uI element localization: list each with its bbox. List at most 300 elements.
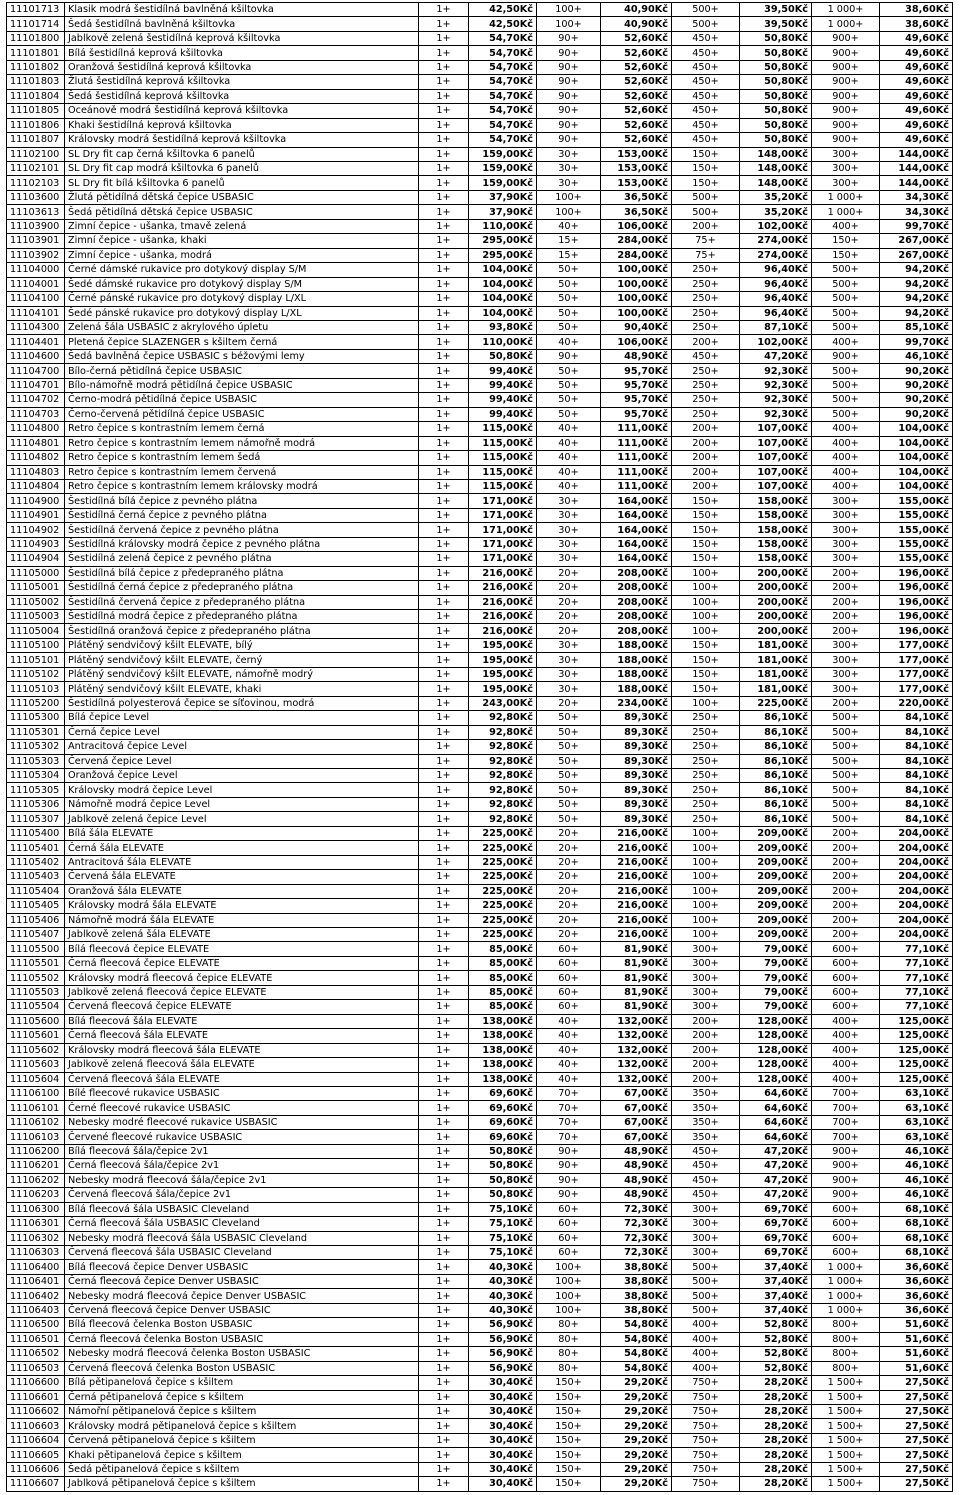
- qty-tier-4: 400+: [812, 1029, 880, 1043]
- price-tier-3: 107,00Kč: [740, 436, 812, 450]
- price-tier-3: 96,40Kč: [740, 277, 812, 291]
- product-name: Námořní pětipanelová čepice s kšiltem: [65, 1404, 419, 1418]
- qty-tier-1: 1+: [419, 855, 469, 869]
- price-tier-1: 171,00Kč: [469, 552, 537, 566]
- price-tier-4: 125,00Kč: [880, 1014, 953, 1028]
- product-code: 11104001: [7, 277, 65, 291]
- qty-tier-2: 50+: [537, 754, 601, 768]
- qty-tier-1: 1+: [419, 335, 469, 349]
- price-tier-1: 138,00Kč: [469, 1072, 537, 1086]
- qty-tier-1: 1+: [419, 1318, 469, 1332]
- qty-tier-2: 40+: [537, 219, 601, 233]
- price-tier-4: 177,00Kč: [880, 682, 953, 696]
- price-tier-3: 50,80Kč: [740, 60, 812, 74]
- qty-tier-3: 150+: [672, 682, 740, 696]
- product-name: Černá fleecová čelenka Boston USBASIC: [65, 1332, 419, 1346]
- product-name: Retro čepice s kontrastním lemem královsky modrá: [65, 479, 419, 493]
- price-tier-2: 208,00Kč: [601, 624, 672, 638]
- price-tier-4: 144,00Kč: [880, 161, 953, 175]
- qty-tier-4: 200+: [812, 899, 880, 913]
- qty-tier-2: 40+: [537, 1058, 601, 1072]
- price-tier-2: 81,90Kč: [601, 956, 672, 970]
- table-row: [7, 205, 953, 219]
- price-tier-4: 177,00Kč: [880, 638, 953, 652]
- qty-tier-4: 400+: [812, 479, 880, 493]
- price-tier-4: 125,00Kč: [880, 1058, 953, 1072]
- qty-tier-4: 200+: [812, 581, 880, 595]
- price-tier-2: 38,80Kč: [601, 1260, 672, 1274]
- product-name: Černé pánské rukavice pro dotykový display L/XL: [65, 292, 419, 306]
- price-tier-2: 111,00Kč: [601, 479, 672, 493]
- qty-tier-4: 300+: [812, 653, 880, 667]
- price-tier-2: 54,80Kč: [601, 1347, 672, 1361]
- price-tier-2: 208,00Kč: [601, 581, 672, 595]
- price-tier-2: 29,20Kč: [601, 1376, 672, 1390]
- price-tier-2: 89,30Kč: [601, 797, 672, 811]
- table-row: [7, 1101, 953, 1115]
- price-tier-1: 92,80Kč: [469, 783, 537, 797]
- qty-tier-4: 400+: [812, 1014, 880, 1028]
- qty-tier-1: 1+: [419, 624, 469, 638]
- price-tier-3: 209,00Kč: [740, 899, 812, 913]
- price-tier-2: 100,00Kč: [601, 292, 672, 306]
- qty-tier-1: 1+: [419, 1000, 469, 1014]
- qty-tier-4: 200+: [812, 610, 880, 624]
- qty-tier-2: 90+: [537, 104, 601, 118]
- price-tier-3: 128,00Kč: [740, 1014, 812, 1028]
- qty-tier-2: 20+: [537, 581, 601, 595]
- price-tier-3: 92,30Kč: [740, 393, 812, 407]
- price-tier-2: 164,00Kč: [601, 523, 672, 537]
- price-tier-3: 64,60Kč: [740, 1086, 812, 1100]
- qty-tier-4: 600+: [812, 956, 880, 970]
- qty-tier-4: 800+: [812, 1361, 880, 1375]
- table-row: [7, 841, 953, 855]
- price-tier-4: 49,60Kč: [880, 75, 953, 89]
- qty-tier-3: 100+: [672, 884, 740, 898]
- price-tier-3: 181,00Kč: [740, 638, 812, 652]
- qty-tier-4: 500+: [812, 725, 880, 739]
- product-code: 11106100: [7, 1086, 65, 1100]
- table-row: [7, 479, 953, 493]
- price-tier-1: 30,40Kč: [469, 1390, 537, 1404]
- qty-tier-3: 75+: [672, 248, 740, 262]
- qty-tier-4: 1 000+: [812, 1260, 880, 1274]
- table-row: [7, 826, 953, 840]
- qty-tier-4: 500+: [812, 277, 880, 291]
- qty-tier-2: 20+: [537, 870, 601, 884]
- qty-tier-1: 1+: [419, 696, 469, 710]
- qty-tier-2: 20+: [537, 855, 601, 869]
- product-code: 11105200: [7, 696, 65, 710]
- product-code: 11106605: [7, 1448, 65, 1462]
- price-tier-3: 181,00Kč: [740, 667, 812, 681]
- qty-tier-3: 450+: [672, 118, 740, 132]
- price-tier-1: 99,40Kč: [469, 378, 537, 392]
- qty-tier-1: 1+: [419, 1058, 469, 1072]
- qty-tier-1: 1+: [419, 89, 469, 103]
- price-tier-2: 208,00Kč: [601, 610, 672, 624]
- price-tier-3: 47,20Kč: [740, 1144, 812, 1158]
- product-name: Antracitová čepice Level: [65, 740, 419, 754]
- qty-tier-1: 1+: [419, 46, 469, 60]
- product-code: 11105003: [7, 610, 65, 624]
- table-row: [7, 537, 953, 551]
- price-tier-4: 125,00Kč: [880, 1029, 953, 1043]
- product-code: 11105600: [7, 1014, 65, 1028]
- qty-tier-4: 800+: [812, 1318, 880, 1332]
- price-tier-4: 104,00Kč: [880, 436, 953, 450]
- price-tier-1: 225,00Kč: [469, 884, 537, 898]
- price-tier-2: 81,90Kč: [601, 942, 672, 956]
- table-row: [7, 797, 953, 811]
- price-tier-1: 243,00Kč: [469, 696, 537, 710]
- price-tier-1: 85,00Kč: [469, 942, 537, 956]
- price-tier-4: 77,10Kč: [880, 1000, 953, 1014]
- product-name: Královsky modrá šestidílná keprová kšiltovka: [65, 133, 419, 147]
- qty-tier-2: 100+: [537, 1274, 601, 1288]
- price-tier-2: 29,20Kč: [601, 1390, 672, 1404]
- price-tier-1: 159,00Kč: [469, 147, 537, 161]
- qty-tier-1: 1+: [419, 176, 469, 190]
- qty-tier-4: 500+: [812, 812, 880, 826]
- price-tier-1: 225,00Kč: [469, 899, 537, 913]
- table-row: [7, 566, 953, 580]
- qty-tier-2: 40+: [537, 1014, 601, 1028]
- price-tier-1: 216,00Kč: [469, 595, 537, 609]
- product-code: 11102100: [7, 147, 65, 161]
- product-code: 11105404: [7, 884, 65, 898]
- product-code: 11104902: [7, 523, 65, 537]
- product-code: 11104800: [7, 422, 65, 436]
- qty-tier-3: 450+: [672, 133, 740, 147]
- qty-tier-4: 1 500+: [812, 1462, 880, 1476]
- product-code: 11104600: [7, 349, 65, 363]
- qty-tier-1: 1+: [419, 1289, 469, 1303]
- qty-tier-3: 250+: [672, 263, 740, 277]
- qty-tier-4: 500+: [812, 320, 880, 334]
- qty-tier-4: 500+: [812, 407, 880, 421]
- price-tier-3: 37,40Kč: [740, 1303, 812, 1317]
- price-tier-1: 195,00Kč: [469, 638, 537, 652]
- price-tier-1: 225,00Kč: [469, 913, 537, 927]
- product-code: 11105302: [7, 740, 65, 754]
- qty-tier-1: 1+: [419, 1303, 469, 1317]
- qty-tier-3: 250+: [672, 754, 740, 768]
- price-tier-3: 79,00Kč: [740, 1000, 812, 1014]
- product-name: Bílá pětipanelová čepice s kšiltem: [65, 1376, 419, 1390]
- price-tier-2: 234,00Kč: [601, 696, 672, 710]
- price-tier-1: 56,90Kč: [469, 1347, 537, 1361]
- product-code: 11104700: [7, 364, 65, 378]
- qty-tier-4: 200+: [812, 928, 880, 942]
- price-tier-2: 188,00Kč: [601, 653, 672, 667]
- qty-tier-3: 150+: [672, 537, 740, 551]
- price-tier-1: 92,80Kč: [469, 797, 537, 811]
- price-tier-3: 50,80Kč: [740, 89, 812, 103]
- table-row: [7, 610, 953, 624]
- qty-tier-3: 450+: [672, 46, 740, 60]
- table-row: [7, 292, 953, 306]
- product-name: Pletená čepice SLAZENGER s kšiltem černá: [65, 335, 419, 349]
- price-tier-4: 204,00Kč: [880, 899, 953, 913]
- qty-tier-4: 400+: [812, 1072, 880, 1086]
- price-tier-4: 77,10Kč: [880, 971, 953, 985]
- table-row: [7, 1173, 953, 1187]
- price-tier-3: 96,40Kč: [740, 263, 812, 277]
- table-row: [7, 1086, 953, 1100]
- price-tier-2: 106,00Kč: [601, 219, 672, 233]
- price-tier-1: 295,00Kč: [469, 248, 537, 262]
- table-row: [7, 1477, 953, 1491]
- price-tier-4: 46,10Kč: [880, 349, 953, 363]
- qty-tier-2: 30+: [537, 638, 601, 652]
- table-row: [7, 1347, 953, 1361]
- price-tier-4: 63,10Kč: [880, 1115, 953, 1129]
- price-tier-2: 48,90Kč: [601, 1144, 672, 1158]
- qty-tier-3: 300+: [672, 1231, 740, 1245]
- price-tier-4: 99,70Kč: [880, 219, 953, 233]
- price-tier-1: 225,00Kč: [469, 826, 537, 840]
- qty-tier-1: 1+: [419, 219, 469, 233]
- product-code: 11105304: [7, 769, 65, 783]
- price-tier-3: 209,00Kč: [740, 855, 812, 869]
- qty-tier-1: 1+: [419, 1419, 469, 1433]
- product-name: Černá fleecová čepice Denver USBASIC: [65, 1274, 419, 1288]
- price-tier-4: 49,60Kč: [880, 104, 953, 118]
- qty-tier-4: 300+: [812, 667, 880, 681]
- price-tier-1: 138,00Kč: [469, 1058, 537, 1072]
- product-code: 11105503: [7, 985, 65, 999]
- product-name: Černé fleecové rukavice USBASIC: [65, 1101, 419, 1115]
- product-name: Šedá pětipanelová čepice s kšiltem: [65, 1462, 419, 1476]
- table-row: [7, 60, 953, 74]
- qty-tier-3: 300+: [672, 1217, 740, 1231]
- price-tier-2: 89,30Kč: [601, 769, 672, 783]
- table-row: [7, 667, 953, 681]
- product-name: Bílé fleecové rukavice USBASIC: [65, 1086, 419, 1100]
- qty-tier-4: 400+: [812, 1043, 880, 1057]
- product-code: 11105602: [7, 1043, 65, 1057]
- price-tier-3: 209,00Kč: [740, 928, 812, 942]
- product-name: Šestidílná modrá čepice z předepraného plátna: [65, 610, 419, 624]
- qty-tier-4: 1 000+: [812, 3, 880, 17]
- product-code: 11106402: [7, 1289, 65, 1303]
- price-tier-4: 204,00Kč: [880, 884, 953, 898]
- qty-tier-1: 1+: [419, 1332, 469, 1346]
- price-tier-1: 295,00Kč: [469, 234, 537, 248]
- qty-tier-1: 1+: [419, 1217, 469, 1231]
- qty-tier-1: 1+: [419, 797, 469, 811]
- price-tier-2: 89,30Kč: [601, 725, 672, 739]
- qty-tier-2: 20+: [537, 928, 601, 942]
- qty-tier-2: 50+: [537, 740, 601, 754]
- qty-tier-3: 100+: [672, 595, 740, 609]
- product-name: Šestidílná polyesterová čepice se síťovinou, modrá: [65, 696, 419, 710]
- price-tier-4: 77,10Kč: [880, 985, 953, 999]
- price-tier-1: 85,00Kč: [469, 985, 537, 999]
- product-name: Bílá šála ELEVATE: [65, 826, 419, 840]
- price-tier-1: 30,40Kč: [469, 1448, 537, 1462]
- price-tier-3: 209,00Kč: [740, 841, 812, 855]
- price-tier-3: 92,30Kč: [740, 407, 812, 421]
- price-tier-1: 99,40Kč: [469, 393, 537, 407]
- price-tier-1: 42,50Kč: [469, 3, 537, 17]
- table-row: [7, 104, 953, 118]
- qty-tier-3: 200+: [672, 422, 740, 436]
- table-row: [7, 335, 953, 349]
- qty-tier-3: 250+: [672, 725, 740, 739]
- qty-tier-2: 50+: [537, 320, 601, 334]
- price-tier-1: 85,00Kč: [469, 956, 537, 970]
- qty-tier-3: 150+: [672, 667, 740, 681]
- price-tier-3: 69,70Kč: [740, 1245, 812, 1259]
- qty-tier-4: 1 500+: [812, 1419, 880, 1433]
- qty-tier-2: 150+: [537, 1462, 601, 1476]
- price-tier-1: 99,40Kč: [469, 364, 537, 378]
- price-tier-2: 95,70Kč: [601, 393, 672, 407]
- qty-tier-3: 150+: [672, 653, 740, 667]
- table-row: [7, 1144, 953, 1158]
- qty-tier-1: 1+: [419, 378, 469, 392]
- price-tier-4: 144,00Kč: [880, 176, 953, 190]
- qty-tier-1: 1+: [419, 1433, 469, 1447]
- product-code: 11101801: [7, 46, 65, 60]
- price-tier-1: 85,00Kč: [469, 971, 537, 985]
- qty-tier-4: 200+: [812, 696, 880, 710]
- product-name: Oranžová šála ELEVATE: [65, 884, 419, 898]
- product-name: Královsky modrá pětipanelová čepice s kšiltem: [65, 1419, 419, 1433]
- product-name: Červená fleecová šála ELEVATE: [65, 1072, 419, 1086]
- product-code: 11105102: [7, 667, 65, 681]
- product-name: Šestidílná černá čepice z pevného plátna: [65, 508, 419, 522]
- price-tier-4: 125,00Kč: [880, 1072, 953, 1086]
- qty-tier-4: 300+: [812, 523, 880, 537]
- price-tier-3: 107,00Kč: [740, 422, 812, 436]
- product-code: 11106200: [7, 1144, 65, 1158]
- qty-tier-2: 150+: [537, 1448, 601, 1462]
- price-tier-2: 216,00Kč: [601, 841, 672, 855]
- price-tier-4: 90,20Kč: [880, 364, 953, 378]
- qty-tier-2: 20+: [537, 826, 601, 840]
- product-code: 11106103: [7, 1130, 65, 1144]
- price-tier-2: 216,00Kč: [601, 928, 672, 942]
- product-name: Červená fleecová čepice ELEVATE: [65, 1000, 419, 1014]
- qty-tier-4: 1 000+: [812, 205, 880, 219]
- price-tier-4: 94,20Kč: [880, 263, 953, 277]
- price-tier-1: 104,00Kč: [469, 263, 537, 277]
- price-tier-3: 181,00Kč: [740, 682, 812, 696]
- product-name: Šestidílná zelená čepice z pevného plátna: [65, 552, 419, 566]
- table-row: [7, 870, 953, 884]
- qty-tier-1: 1+: [419, 1072, 469, 1086]
- price-tier-4: 84,10Kč: [880, 711, 953, 725]
- qty-tier-1: 1+: [419, 725, 469, 739]
- qty-tier-3: 250+: [672, 364, 740, 378]
- price-tier-3: 86,10Kč: [740, 783, 812, 797]
- price-tier-4: 49,60Kč: [880, 46, 953, 60]
- price-tier-3: 37,40Kč: [740, 1289, 812, 1303]
- table-row: [7, 1014, 953, 1028]
- price-tier-3: 274,00Kč: [740, 234, 812, 248]
- table-row: [7, 1029, 953, 1043]
- price-tier-2: 95,70Kč: [601, 364, 672, 378]
- product-name: Černo-červená pětidílná čepice USBASIC: [65, 407, 419, 421]
- price-tier-2: 40,90Kč: [601, 3, 672, 17]
- product-name: Bílá fleecová šála USBASIC Cleveland: [65, 1202, 419, 1216]
- qty-tier-2: 90+: [537, 349, 601, 363]
- price-tier-4: 38,60Kč: [880, 3, 953, 17]
- table-row: [7, 393, 953, 407]
- price-tier-2: 164,00Kč: [601, 552, 672, 566]
- qty-tier-1: 1+: [419, 884, 469, 898]
- qty-tier-1: 1+: [419, 595, 469, 609]
- qty-tier-2: 30+: [537, 147, 601, 161]
- qty-tier-1: 1+: [419, 812, 469, 826]
- qty-tier-1: 1+: [419, 436, 469, 450]
- price-tier-1: 104,00Kč: [469, 277, 537, 291]
- price-tier-3: 50,80Kč: [740, 31, 812, 45]
- qty-tier-1: 1+: [419, 581, 469, 595]
- table-row: [7, 1376, 953, 1390]
- table-row: [7, 436, 953, 450]
- table-row: [7, 1188, 953, 1202]
- price-tier-1: 56,90Kč: [469, 1361, 537, 1375]
- product-code: 11105502: [7, 971, 65, 985]
- product-code: 11106303: [7, 1245, 65, 1259]
- qty-tier-1: 1+: [419, 754, 469, 768]
- qty-tier-3: 100+: [672, 841, 740, 855]
- product-name: Khaki šestidílná keprová kšiltovka: [65, 118, 419, 132]
- price-tier-4: 46,10Kč: [880, 1188, 953, 1202]
- product-code: 11103600: [7, 190, 65, 204]
- product-name: Bílá čepice Level: [65, 711, 419, 725]
- price-tier-4: 63,10Kč: [880, 1101, 953, 1115]
- product-code: 11106601: [7, 1390, 65, 1404]
- qty-tier-1: 1+: [419, 566, 469, 580]
- price-tier-4: 84,10Kč: [880, 754, 953, 768]
- qty-tier-2: 90+: [537, 75, 601, 89]
- product-name: Jablkově zelená šestidílná keprová kšiltovka: [65, 31, 419, 45]
- price-tier-2: 216,00Kč: [601, 913, 672, 927]
- qty-tier-4: 300+: [812, 508, 880, 522]
- product-code: 11106503: [7, 1361, 65, 1375]
- qty-tier-3: 250+: [672, 797, 740, 811]
- qty-tier-1: 1+: [419, 638, 469, 652]
- product-name: Šedá šestidílná keprová kšiltovka: [65, 89, 419, 103]
- price-tier-3: 148,00Kč: [740, 161, 812, 175]
- price-tier-2: 164,00Kč: [601, 537, 672, 551]
- price-tier-3: 50,80Kč: [740, 118, 812, 132]
- qty-tier-3: 450+: [672, 75, 740, 89]
- price-tier-3: 52,80Kč: [740, 1318, 812, 1332]
- qty-tier-2: 50+: [537, 393, 601, 407]
- qty-tier-4: 500+: [812, 740, 880, 754]
- table-row: [7, 17, 953, 31]
- product-name: Šestidílná královsky modrá čepice z pevného plátna: [65, 537, 419, 551]
- price-tier-1: 171,00Kč: [469, 523, 537, 537]
- qty-tier-4: 300+: [812, 176, 880, 190]
- qty-tier-1: 1+: [419, 364, 469, 378]
- qty-tier-3: 200+: [672, 451, 740, 465]
- qty-tier-3: 450+: [672, 89, 740, 103]
- price-tier-3: 86,10Kč: [740, 711, 812, 725]
- price-tier-4: 63,10Kč: [880, 1086, 953, 1100]
- qty-tier-3: 250+: [672, 740, 740, 754]
- price-tier-4: 196,00Kč: [880, 595, 953, 609]
- price-tier-3: 96,40Kč: [740, 292, 812, 306]
- qty-tier-2: 100+: [537, 190, 601, 204]
